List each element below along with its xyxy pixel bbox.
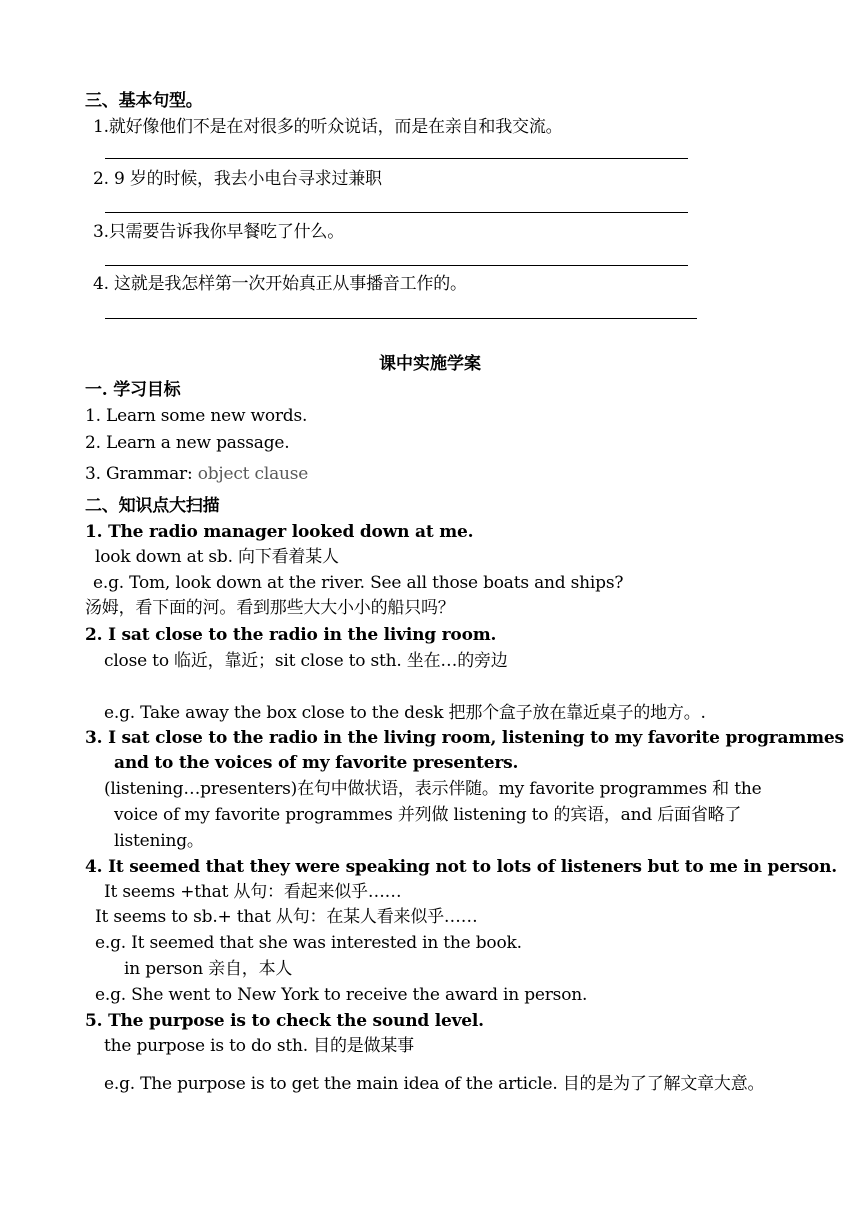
point-3-explanation-line-3: listening。	[114, 831, 204, 851]
grammar-value: object clause	[197, 464, 309, 484]
answer-line-1[interactable]	[105, 158, 688, 159]
sentence-item-1: 1.就好像他们不是在对很多的听众说话，而是在亲自和我交流。	[93, 117, 563, 137]
point-4-line-1: It seems +that 从句：看起来似乎……	[104, 882, 402, 902]
sentence-item-2: 2. 9 岁的时候，我去小电台寻求过兼职	[93, 169, 382, 189]
point-1-title: 1. The radio manager looked down at me.	[85, 522, 474, 542]
point-1-phrase: look down at sb. 向下看着某人	[95, 547, 339, 567]
answer-line-4[interactable]	[105, 318, 697, 319]
section3-heading: 三、基本句型。	[85, 91, 203, 111]
point-5-phrase: the purpose is to do sth. 目的是做某事	[104, 1036, 414, 1056]
scan-heading: 二、知识点大扫描	[85, 496, 220, 516]
sentence-item-4: 4. 这就是我怎样第一次开始真正从事播音工作的。	[93, 274, 467, 294]
point-3-explanation-line-2: voice of my favorite programmes 并列做 listening to 的宾语，and 后面省略了	[114, 805, 742, 825]
goal-item-1: 1. Learn some new words.	[85, 406, 308, 426]
goals-heading: 一. 学习目标	[85, 380, 181, 400]
point-5-example: e.g. The purpose is to get the main idea of the article. 目的是为了了解文章大意。	[104, 1074, 765, 1094]
point-1-example: e.g. Tom, look down at the river. See all those boats and ships?	[93, 573, 624, 593]
grammar-label: 3. Grammar:	[85, 464, 198, 484]
point-1-translation: 汤姆，看下面的河。看到那些大大小小的船只吗？	[85, 598, 455, 618]
sentence-item-3: 3.只需要告诉我你早餐吃了什么。	[93, 222, 345, 242]
goal-item-2: 2. Learn a new passage.	[85, 433, 290, 453]
point-4-title: 4. It seemed that they were speaking not to lots of listeners but to me in person.	[85, 857, 837, 877]
point-4-line-4: in person 亲自，本人	[124, 959, 293, 979]
point-4-line-5: e.g. She went to New York to receive the award in person.	[95, 985, 588, 1005]
point-5-title: 5. The purpose is to check the sound level.	[85, 1011, 484, 1031]
point-2-phrase: close to 临近，靠近；sit close to sth. 坐在…的旁边	[104, 651, 508, 671]
point-3-title-line-1: 3. I sat close to the radio in the living room, listening to my favorite programmes	[85, 728, 844, 748]
point-3-explanation-line-1: (listening…presenters)在句中做状语，表示伴随。my favorite programmes 和 the	[104, 779, 762, 799]
point-3-title-line-2: and to the voices of my favorite presenters.	[114, 753, 519, 773]
point-4-line-2: It seems to sb.+ that 从句：在某人看来似乎……	[95, 907, 478, 927]
point-4-line-3: e.g. It seemed that she was interested in the book.	[95, 933, 522, 953]
answer-line-2[interactable]	[105, 212, 688, 213]
answer-line-3[interactable]	[105, 265, 688, 266]
point-2-example: e.g. Take away the box close to the desk 把那个盒子放在靠近桌子的地方。.	[104, 703, 706, 723]
point-2-title: 2. I sat close to the radio in the living room.	[85, 625, 497, 645]
plan-title: 课中实施学案	[379, 354, 481, 374]
goal-item-3	[85, 463, 308, 485]
